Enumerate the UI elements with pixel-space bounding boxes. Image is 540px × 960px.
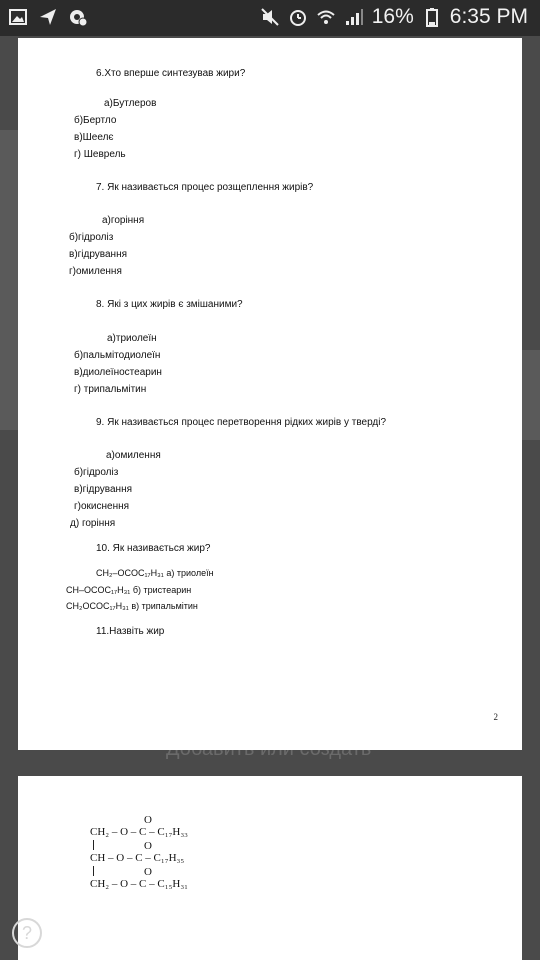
bond-line-1 [93,840,94,850]
q6-option-c: в)Шеелє [74,132,114,143]
q7-option-c: в)гідрування [69,249,128,260]
fat-formula-row-1 [90,814,189,838]
q9-option-b: б)гідроліз [74,467,119,478]
q6-option-b: б)Бертло [74,115,117,126]
q10-formula-1: CH₂–OCOC₁₇H₃₁ [96,568,164,578]
q10-formula-line-1 [96,568,214,578]
carbonyl-oxygen-3: O [144,866,152,878]
background-card [0,130,18,430]
q10-answer-a: а) триолеїн [166,568,214,578]
q10-formula-3: CH₂OCOC₁₇H₃₁ [66,601,129,611]
settings-notification-icon [68,7,88,27]
q7-option-b: б)гідроліз [69,232,114,243]
q7-option-a: а)горіння [102,215,145,226]
q6-option-d: г) Шеврель [74,149,126,160]
fat-formula-text-3: CH₂ – O – C – C₁₅H₃₁ [90,878,189,890]
carbonyl-oxygen-1: O [144,814,152,826]
alarm-icon [288,7,308,27]
status-bar [0,0,540,36]
send-icon [38,7,58,27]
status-bar-left [8,7,88,27]
background-card-right [522,350,540,440]
fat-formula-text-2: CH – O – C – C₁₇H₃₅ [90,852,185,864]
q8-option-b: б)пальмітодиолеїн [74,350,161,361]
wifi-icon [316,7,336,27]
status-bar-right [260,5,528,29]
q10-formula-line-2 [66,585,191,595]
fat-formula-text-1: CH₂ – O – C – C₁₇H₃₃ [90,826,189,838]
q9-option-c: в)гідрування [74,484,133,495]
signal-icon [344,7,364,27]
mute-icon [260,7,280,27]
q9-option-d: г)окиснення [74,501,130,512]
question-9: 9. Як називається процес перетворення рідких жирів у тверді? [96,417,387,428]
fat-formula-row-3 [90,866,189,890]
q8-option-d: г) трипальмітин [74,384,147,395]
q10-formula-line-3 [66,601,198,611]
q6-option-a: а)Бутлеров [104,98,157,109]
document-page-1 [18,38,522,750]
q9-option-e: д) горіння [70,518,116,529]
q7-option-d: г)омилення [69,266,122,277]
question-10: 10. Як називається жир? [96,543,211,554]
q10-answer-b: б) тристеарин [132,585,192,595]
help-button[interactable]: ? [12,918,42,948]
q8-option-c: в)диолеїностеарин [74,367,162,378]
page-number: 2 [493,712,498,722]
question-6: 6.Хто вперше синтезував жири? [96,68,246,79]
question-7: 7. Як називається процес розщеплення жирів? [96,182,314,193]
clock: 6:35 PM [449,5,528,28]
question-11: 11.Назвіть жир [96,626,165,637]
q10-formula-2: CH–OCOC₁₇H₃₁ [66,585,131,595]
battery-percent: 16% [371,5,414,28]
carbonyl-oxygen-2: O [144,840,152,852]
q10-answer-c: в) трипальмітин [131,601,198,611]
q9-option-a: а)омилення [106,450,161,461]
q8-option-a: а)триолеїн [107,333,157,344]
bond-line-2 [93,866,94,876]
fat-formula-row-2 [90,840,185,864]
question-8: 8. Які з цих жирів є змішаними? [96,299,243,310]
document-page-2 [18,776,522,960]
battery-icon [422,7,442,27]
gallery-icon [8,7,28,27]
